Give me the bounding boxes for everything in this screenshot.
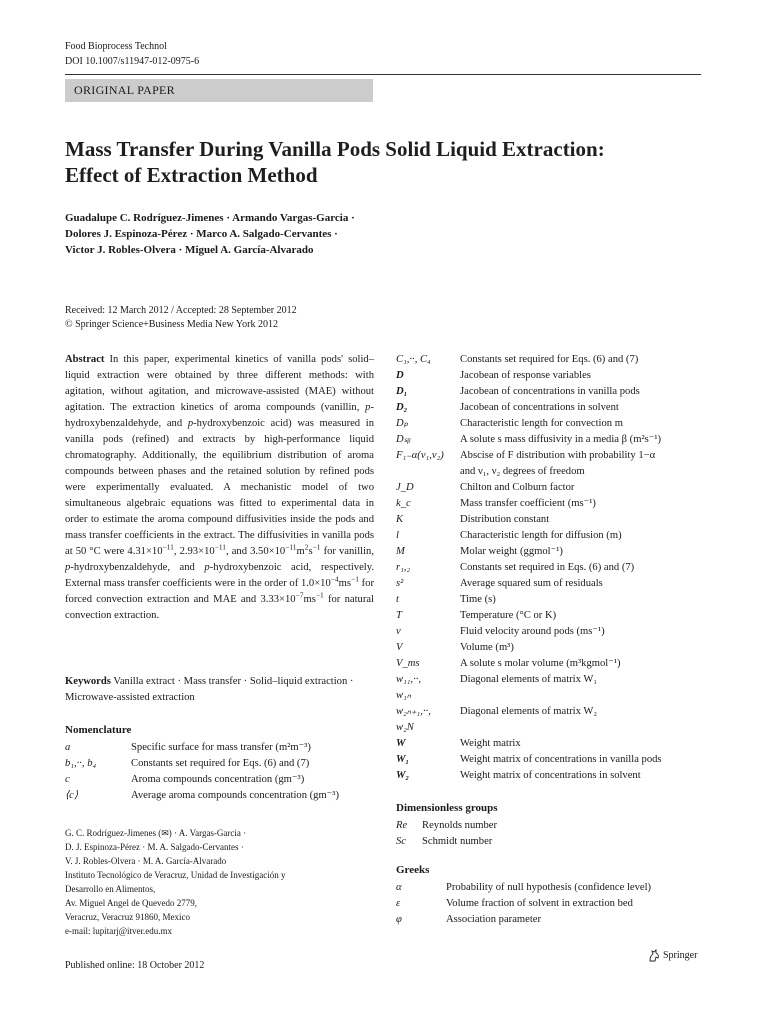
nomenclature-symbol: k_c (396, 498, 411, 509)
email-link[interactable]: e-mail: lupitarj@itver.edu.mx (65, 926, 173, 936)
nomenclature-left (65, 740, 375, 810)
nomenclature-definition: Chilton and Colburn factor (460, 482, 575, 493)
journal-name: Food Bioprocess Technol (65, 41, 167, 52)
keywords-label: Keywords (65, 676, 111, 687)
abstract-text: -hydroxybenzaldehyde, and (65, 402, 374, 429)
abstract-text: ms (303, 594, 316, 605)
nomenclature-symbol: D₂ (396, 402, 408, 413)
abstract-text: for natural convection extraction. (65, 594, 374, 621)
exponent: −1 (315, 590, 324, 600)
nomenclature-symbol: T (396, 610, 402, 621)
abstract-text: -hydroxybenzaldehyde, and (70, 562, 195, 573)
paper-title (65, 136, 705, 188)
nomenclature-definition: Weight matrix (460, 738, 521, 749)
abstract-text: p (204, 562, 210, 573)
nomenclature-symbol: φ (396, 914, 402, 925)
nomenclature-symbol: ε (396, 898, 401, 909)
nomenclature-symbol: F₁₋α(ν₁,ν₂) (396, 450, 444, 461)
springer-logo (648, 949, 697, 962)
affiliation-line: V. J. Robles-Olvera · M. A. García-Alvarado (65, 856, 227, 866)
nomenclature-symbol: w₂ₙ₊₁,··, (396, 706, 431, 717)
abstract-text: for forced convection extraction and MAE and 3.33×10 (65, 578, 374, 605)
affiliation-line: Av. Miguel Angel de Quevedo 2779, (65, 898, 197, 908)
affiliation-line: D. J. Espinoza-Pérez · M. A. Salgado-Cervantes · (65, 842, 244, 852)
nomenclature-symbol: J_D (396, 482, 414, 493)
exponent: −11 (214, 542, 226, 552)
abstract-text: -hydroxybenzoic acid, respectively. External mass transfer coefficients were in the order of 1.0×10 (65, 562, 374, 589)
dimensionless-list (396, 818, 706, 852)
abstract-text: In this paper, experimental kinetics of vanilla pods' solid–liquid extraction were obtained by three different methods: with agitation, without agitation, and microwave-assisted (MAE) without agitation. The extraction kinetics of aroma compounds (vanillin, (65, 354, 374, 413)
abstract (65, 352, 374, 624)
author-list (65, 210, 355, 258)
springer-wordmark: Springer (663, 950, 698, 961)
abstract-text: p (365, 402, 371, 413)
affiliation-line: Desarrollo en Alimentos, (65, 884, 156, 894)
nomenclature-symbol: C₁,··, C₄ (396, 354, 431, 365)
nomenclature-symbol: ⟨c⟩ (65, 790, 78, 801)
exponent: −4 (330, 574, 339, 584)
abstract-text: , and 3.50×10 (226, 546, 286, 557)
nomenclature-definition: Fluid velocity around pods (ms⁻¹) (460, 626, 605, 637)
nomenclature-definition: Specific surface for mass transfer (m²m⁻³) (131, 742, 311, 753)
section-label: ORIGINAL PAPER (74, 83, 175, 97)
nomenclature-definition: Constants set required in Eqs. (6) and (7) (460, 562, 635, 573)
nomenclature-symbol: W₁ (396, 754, 410, 765)
nomenclature-symbol: M (396, 546, 405, 557)
nomenclature-definition: Jacobean of response variables (460, 370, 591, 381)
nomenclature-definition: Weight matrix of concentrations in vanilla pods (460, 754, 662, 765)
exponent: 2 (304, 542, 309, 552)
greeks-heading: Greeks (396, 864, 430, 876)
authors-line-1: Guadalupe C. Rodríguez-Jimenes · Armando Vargas-Garcia · (65, 212, 355, 224)
exponent: −11 (162, 542, 174, 552)
nomenclature-symbol: Sc (396, 836, 406, 847)
exponent: −11 (285, 542, 297, 552)
nomenclature-heading: Nomenclature (65, 724, 132, 736)
abstract-text: -hydroxybenzoic acid) was measured in vanilla pods (refined) and extracts by high-performance liquid chromatography. Additionally, the equilibrium distribution of aroma compounds between phases and the retained solution by refined pods were experimentally evaluated. A mechanistic model of two simultaneous algebraic equations was fitted to experimental data in order to estimate the aroma compound diffusivities inside the pods and mass transfer coefficients in the extract. The diffusivities in vanilla pods at 50 °C were 4.31×10 (65, 418, 374, 557)
dates-block (65, 304, 297, 332)
published-online: Published online: 18 October 2012 (65, 960, 205, 971)
nomenclature-definition: Association parameter (446, 914, 542, 925)
affiliation-block (65, 826, 285, 938)
nomenclature-symbol: Re (396, 820, 408, 831)
nomenclature-definition: Reynolds number (422, 820, 498, 831)
nomenclature-definition: Probability of null hypothesis (confidence level) (446, 882, 652, 893)
affiliation-line: Veracruz, Veracruz 91860, Mexico (65, 912, 191, 922)
nomenclature-definition: Jacobean of concentrations in solvent (460, 402, 619, 413)
nomenclature-symbol: V_ms (396, 658, 420, 669)
doi[interactable]: DOI 10.1007/s11947-012-0975-6 (65, 56, 200, 67)
abstract-text: for vanillin, (323, 546, 375, 557)
nomenclature-symbol: r₁,₂ (396, 562, 411, 573)
nomenclature-symbol: w₁₁,··, (396, 674, 422, 685)
keywords (65, 674, 374, 706)
springer-horse-icon (648, 949, 660, 962)
nomenclature-definition: Average aroma compounds concentration (gm⁻³) (131, 790, 340, 801)
keywords-text: Vanilla extract · Mass transfer · Solid–liquid extraction · Microwave-assisted extraction (65, 676, 354, 703)
journal-header (65, 39, 199, 69)
nomenclature-definition: Constants set required for Eqs. (6) and (7) (460, 354, 639, 365)
authors-line-2: Dolores J. Espinoza-Pérez · Marco A. Salgado-Cervantes · (65, 228, 338, 240)
nomenclature-definition: and ν₁, ν₂ degrees of freedom (460, 466, 585, 477)
nomenclature-symbol: a (65, 742, 71, 753)
exponent: −1 (351, 574, 359, 584)
nomenclature-definition: Characteristic length for diffusion (m) (460, 530, 622, 541)
nomenclature-definition: Jacobean of concentrations in vanilla pods (460, 386, 640, 397)
nomenclature-symbol: l (396, 530, 399, 541)
nomenclature-symbol: s² (396, 578, 404, 589)
abstract-text: s (308, 546, 313, 557)
nomenclature-symbol: K (396, 514, 404, 525)
nomenclature-definition: Schmidt number (422, 836, 493, 847)
title-line-2: Effect of Extraction Method (65, 163, 318, 187)
exponent: −7 (295, 590, 304, 600)
nomenclature-definition: Average squared sum of residuals (460, 578, 603, 589)
nomenclature-definition: Diagonal elements of matrix W₁ (460, 674, 598, 685)
affiliation-line: G. C. Rodríguez-Jimenes (✉) · A. Vargas-Garcia · (65, 828, 247, 838)
abstract-text: ms (338, 578, 352, 589)
nomenclature-definition: Temperature (°C or K) (460, 610, 557, 621)
received-date: Received: 12 March 2012 / Accepted: 28 September 2012 (65, 305, 297, 316)
nomenclature-definition: Aroma compounds concentration (gm⁻³) (131, 774, 305, 785)
nomenclature-symbol: w₂N (396, 722, 414, 733)
abstract-text: , 2.93×10 (173, 546, 215, 557)
nomenclature-definition: Volume fraction of solvent in extraction bed (446, 898, 633, 909)
nomenclature-definition: Weight matrix of concentrations in solvent (460, 770, 641, 781)
header-rule (65, 74, 701, 75)
abstract-text: p (187, 418, 194, 429)
nomenclature-symbol: Dₚ (396, 418, 409, 429)
affiliation-line: Instituto Tecnológico de Veracruz, Unidad de Investigación y (65, 870, 286, 880)
copyright: © Springer Science+Business Media New York 2012 (65, 319, 278, 330)
title-line-1: Mass Transfer During Vanilla Pods Solid Liquid Extraction: (65, 137, 605, 161)
nomenclature-symbol: W (396, 738, 406, 749)
nomenclature-symbol: c (65, 774, 70, 785)
nomenclature-symbol: W₂ (396, 770, 410, 781)
nomenclature-symbol: α (396, 882, 402, 893)
abstract-label: Abstract (65, 354, 105, 365)
nomenclature-symbol: D₁ (396, 386, 408, 397)
nomenclature-symbol: D (396, 370, 404, 381)
nomenclature-definition: Molar weight (ggmol⁻¹) (460, 546, 563, 557)
abstract-text: p (65, 562, 71, 573)
nomenclature-right (396, 352, 706, 792)
nomenclature-symbol: Dₛᵦ (396, 434, 411, 445)
authors-line-3: Victor J. Robles-Olvera · Miguel A. García-Alvarado (65, 244, 314, 256)
dimensionless-heading: Dimensionless groups (396, 802, 498, 814)
nomenclature-definition: Time (s) (460, 594, 496, 605)
nomenclature-definition: Volume (m³) (460, 642, 514, 653)
nomenclature-definition: A solute s mass diffusivity in a media β (m²s⁻¹) (460, 434, 662, 445)
greeks-list (396, 880, 706, 930)
nomenclature-definition: Mass transfer coefficient (ms⁻¹) (460, 498, 596, 509)
section-band (65, 79, 373, 102)
nomenclature-symbol: t (396, 594, 399, 605)
nomenclature-definition: Diagonal elements of matrix W₂ (460, 706, 598, 717)
nomenclature-symbol: b₁,··, b₄ (65, 758, 97, 769)
nomenclature-symbol: v (396, 626, 401, 637)
nomenclature-symbol: w₁ₙ (396, 690, 411, 701)
nomenclature-definition: Constants set required for Eqs. (6) and (7) (131, 758, 310, 769)
exponent: −1 (312, 542, 321, 552)
nomenclature-definition: Characteristic length for convection m (460, 418, 623, 429)
nomenclature-symbol: V (396, 642, 403, 653)
nomenclature-definition: Distribution constant (460, 514, 550, 525)
nomenclature-definition: Abscise of F distribution with probability 1−α (460, 450, 656, 461)
nomenclature-definition: A solute s molar volume (m³kgmol⁻¹) (460, 658, 621, 669)
abstract-text: m (296, 546, 305, 557)
